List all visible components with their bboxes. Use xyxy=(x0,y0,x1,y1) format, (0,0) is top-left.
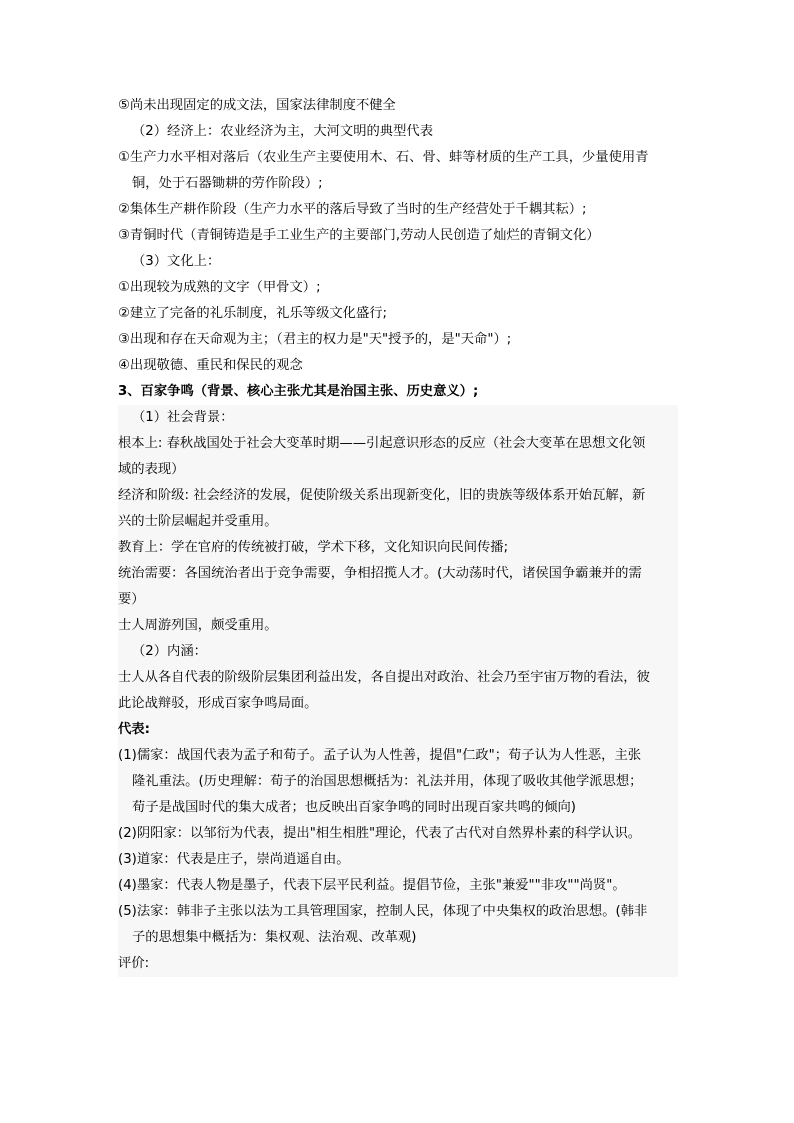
legalism-item: (5)法家：韩非子主张以法为工具管理国家，控制人民，体现了中央集权的政治思想。(韩非 xyxy=(118,899,678,925)
evaluation-heading: 评价: xyxy=(118,951,678,977)
economy-item-1-cont: 铜，处于石器锄耕的劳作阶段）; xyxy=(132,176,323,191)
item-5-law: ⑤尚未出现固定的成文法，国家法律制度不健全 xyxy=(118,98,396,113)
culture-item-1: ①出现较为成熟的文字（甲骨文）; xyxy=(118,280,321,295)
background-economy-cont: 兴的士阶层崛起并受重用。 xyxy=(118,509,678,535)
legalism-item-cont: 子的思想集中概括为：集权观、法治观、改革观) xyxy=(118,925,678,951)
representatives-heading: 代表: xyxy=(118,717,678,743)
background-rule-cont: 要） xyxy=(118,587,678,613)
background-root: 根本上: 春秋战国处于社会大变革时期——引起意识形态的反应（社会大变革在思想文化领 xyxy=(118,431,678,457)
confucianism-item-cont-2: 荀子是战国时代的集大成者；也反映出百家争鸣的同时出现百家共鸣的倾向) xyxy=(118,795,678,821)
culture-item-2: ②建立了完备的礼乐制度，礼乐等级文化盛行; xyxy=(118,306,388,321)
economy-item-2: ②集体生产耕作阶段（生产力水平的落后导致了当时的生产经营处于千耦其耘）; xyxy=(118,202,587,217)
background-scholars: 士人周游列国，颇受重用。 xyxy=(118,613,678,639)
section-3-heading: 3、百家争鸣（背景、核心主张尤其是治国主张、历史意义）; xyxy=(118,384,479,399)
culture-item-4: ④出现敬德、重民和保民的观念 xyxy=(118,358,303,373)
connotation-heading: （2）内涵： xyxy=(118,639,678,665)
confucianism-item-cont-1: 隆礼重法。(历史理解：荀子的治国思想概括为：礼法并用，体现了吸收其他学派思想； xyxy=(118,769,678,795)
background-education: 教育上：学在官府的传统被打破，学术下移，文化知识向民间传播; xyxy=(118,535,678,561)
connotation-text-cont: 此论战辩驳，形成百家争鸣局面。 xyxy=(118,691,678,717)
background-rule: 统治需要：各国统治者出于竞争需要，争相招揽人才。(大动荡时代，诸侯国争霸兼并的需 xyxy=(118,561,678,587)
background-heading: （1）社会背景： xyxy=(118,405,678,431)
section-culture-heading: （3）文化上： xyxy=(132,254,221,269)
economy-item-1: ①生产力水平相对落后（农业生产主要使用木、石、骨、蚌等材质的生产工具，少量使用青 xyxy=(118,150,649,165)
taoism-item: (3)道家：代表是庄子，崇尚逍遥自由。 xyxy=(118,847,678,873)
confucianism-item: (1)儒家：战国代表为孟子和荀子。孟子认为人性善，提倡"仁政"；荀子认为人性恶，主张 xyxy=(118,743,678,769)
background-economy: 经济和阶级: 社会经济的发展，促使阶级关系出现新变化，旧的贵族等级体系开始瓦解，新 xyxy=(118,483,678,509)
economy-item-3: ③青铜时代（青铜铸造是手工业生产的主要部门,劳动人民创造了灿烂的青铜文化） xyxy=(118,228,600,243)
connotation-text: 士人从各自代表的阶级阶层集团利益出发，各自提出对政治、社会乃至宇宙万物的看法，彼 xyxy=(118,665,678,691)
section-economy-heading: （2）经济上：农业经济为主，大河文明的典型代表 xyxy=(132,124,433,139)
culture-item-3: ③出现和存在天命观为主；（君主的权力是"天"授予的，是"天命"）; xyxy=(118,332,512,347)
mohism-item: (4)墨家：代表人物是墨子，代表下层平民利益。提倡节俭，主张"兼爱""非攻""尚贤"。 xyxy=(118,873,678,899)
background-root-cont: 域的表现） xyxy=(118,457,678,483)
yinyang-item: (2)阴阳家：以邹衍为代表，提出"相生相胜"理论，代表了古代对自然界朴素的科学认识。 xyxy=(118,821,678,847)
document-body xyxy=(118,93,678,977)
